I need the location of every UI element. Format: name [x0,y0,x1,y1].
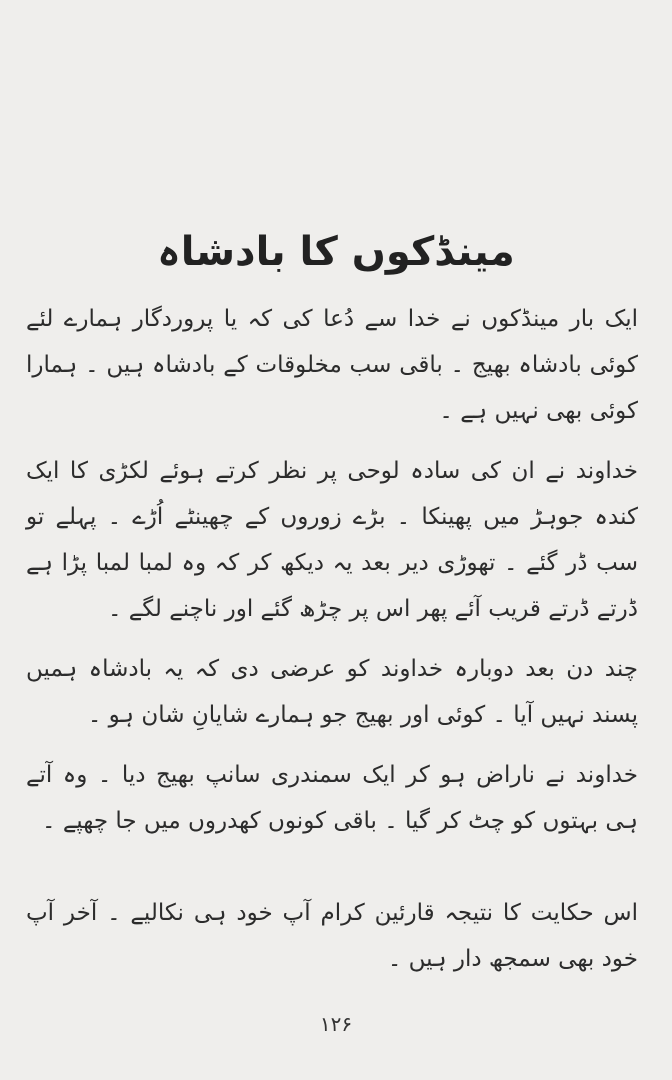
page-title: مینڈکوں کا بادشاہ [157,229,515,275]
paragraph-4: خداوند نے ناراض ہو کر ایک سمندری سانپ بھیج دیا ۔ وہ آتے ہی بہتوں کو چٹ کر گیا ۔ باقی کونوں کھدروں میں جا چھپے ۔ [26,762,638,834]
paragraph-1: ایک بار مینڈکوں نے خدا سے دُعا کی کہ یا پروردگار ہمارے لئے کوئی بادشاہ بھیج ۔ باقی سب مخلوقات کے بادشاہ ہیں ۔ ہمارا کوئی بھی نہیں ہے ۔ [26,306,638,424]
paragraph-moral: اس حکایت کا نتیجہ قارئین کرام آپ خود ہی نکالیے ۔ آخر آپ خود بھی سمجھ دار ہیں ۔ [26,900,638,972]
story-body [26,296,638,996]
page-number: ۱۲۶ [319,1012,353,1036]
paragraph-3: چند دن بعد دوبارہ خداوند کو عرضی دی کہ یہ بادشاہ ہمیں پسند نہیں آیا ۔ کوئی اور بھیج جو ہمارے شایانِ شان ہو ۔ [26,656,638,728]
paragraph-2: خداوند نے ان کی سادہ لوحی پر نظر کرتے ہوئے لکڑی کا ایک کندہ جوہڑ میں پھینکا ۔ بڑے زوروں کے چھینٹے اُڑے ۔ پہلے تو سب ڈر گئے ۔ تھوڑی دیر بعد یہ دیکھ کر کہ وہ لمبا لمبا پڑا ہے ڈرتے ڈرتے قریب آئے پھر اس پر چڑھ گئے اور ناچنے لگے ۔ [26,458,638,622]
